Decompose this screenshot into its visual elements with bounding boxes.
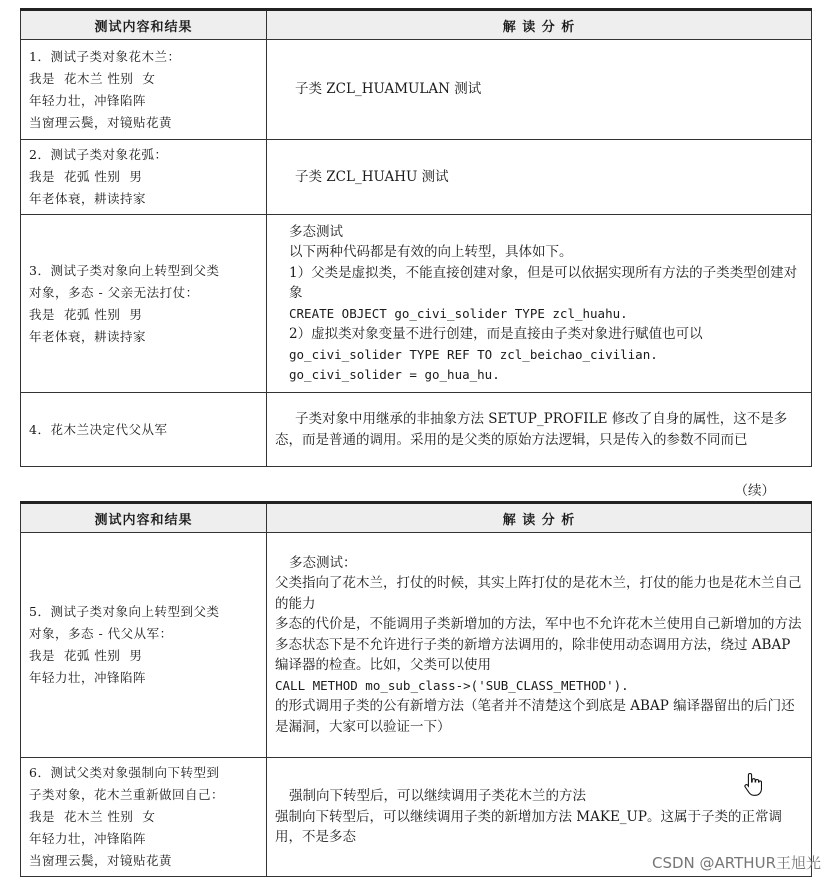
row3-code-line: CREATE OBJECT go_civi_solider TYPE zcl_huahu. — [289, 305, 628, 321]
header-test-content: 测试内容和结果 — [21, 10, 267, 40]
table-row — [21, 533, 812, 758]
row6-left-line: 年轻力壮，冲锋陷阵 — [29, 831, 147, 846]
row4-right-line: 子类对象中用继承的非抽象方法 SETUP_PROFILE 修改了自身的属性，这不是多态，而是普通的调用。采用的是父类的原始方法逻辑，只是传入的参数不同而已 — [275, 411, 788, 448]
row6-left-line: 当窗理云鬓，对镜贴花黄 — [29, 853, 173, 868]
row5-code-line: CALL METHOD mo_sub_class->('SUB_CLASS_METHOD'). — [275, 677, 629, 693]
row5-right-line: 多态测试： — [289, 554, 357, 571]
row2-left-line: 2．测试子类对象花弧： — [29, 147, 168, 162]
row5-right-line: 的形式调用子类的公有新增方法（笔者并不清楚这个到底是 ABAP 编译器留出的后门还是漏洞，大家可以验证一下） — [275, 698, 795, 735]
test-content-cell — [21, 533, 267, 758]
row6-left-line: 子类对象，花木兰重新做回自己： — [29, 787, 225, 802]
table-row — [21, 140, 812, 215]
row6-right-line: 强制向下转型后，可以继续调用子类花木兰的方法 — [289, 788, 586, 805]
row6-left-line: 我是 花木兰 性别 女 — [29, 809, 156, 824]
row1-left-line: 1．测试子类对象花木兰： — [29, 48, 181, 64]
row3-right-line: 多态测试 — [289, 223, 343, 240]
test-content-cell — [21, 393, 267, 467]
header-test-content: 测试内容和结果 — [21, 503, 267, 533]
row5-right-line: 多态状态下是不允许进行子类的新增方法调用的，除非使用动态调用方法，绕过 ABAP 编译器的检查。比如，父类可以使用 — [275, 636, 791, 674]
row5-right-line: 多态的代价是，不能调用子类新增加的方法，军中也不允许花木兰使用自己新增加的方法 — [275, 616, 802, 633]
row5-left-line: 5．测试子类对象向上转型到父类 — [29, 604, 220, 619]
row1-left-line: 当窗理云鬓，对镜贴花黄 — [29, 114, 173, 130]
test-content-cell — [21, 140, 267, 215]
hand-pointer-icon — [744, 772, 762, 796]
test-content-cell — [21, 758, 267, 877]
analysis-cell — [267, 533, 812, 758]
header-analysis: 解 读 分 析 — [267, 503, 812, 533]
row5-left-line: 年轻力壮，冲锋陷阵 — [29, 670, 147, 685]
row2-left-line: 年老体衰，耕读持家 — [29, 191, 147, 206]
analysis-table-1 — [20, 8, 812, 467]
row5-left-line: 我是 花弧 性别 男 — [29, 648, 143, 663]
table-row — [21, 215, 812, 393]
row3-right-line: 以下两种代码都是有效的向上转型，具体如下。 — [289, 244, 573, 260]
row2-left-line: 我是 花弧 性别 男 — [29, 169, 143, 184]
row2-right-line: 子类 ZCL_HUAHU 测试 — [295, 168, 449, 185]
row6-left-line: 6．测试父类对象强制向下转型到 — [29, 765, 220, 780]
row4-left-line: 4．花木兰决定代父从军 — [29, 421, 168, 437]
row5-left-line: 对象，多态 - 代父从军： — [29, 626, 173, 641]
analysis-cell — [267, 140, 812, 215]
table-row — [21, 393, 812, 467]
row3-code-line: go_civi_solider = go_hua_hu. — [289, 367, 500, 382]
row3-right-line: 1）父类是虚拟类，不能直接创建对象，但是可以依据实现所有方法的子类类型创建对象 — [289, 264, 798, 301]
row3-left-line: 对象，多态 - 父亲无法打仗： — [29, 284, 199, 300]
row5-right-line: 父类指向了花木兰，打仗的时候，其实上阵打仗的是花木兰，打仗的能力也是花木兰自己的能力 — [275, 575, 802, 612]
row3-left-line: 3．测试子类对象向上转型到父类 — [29, 262, 220, 278]
continued-label: （续） — [734, 483, 775, 499]
row3-left-line: 我是 花弧 性别 男 — [29, 306, 143, 322]
csdn-watermark: CSDN @ARTHUR王旭光 — [652, 854, 821, 872]
row1-right-line: 子类 ZCL_HUAMULAN 测试 — [295, 81, 482, 98]
table-row — [21, 40, 812, 140]
row1-left-line: 年轻力壮，冲锋陷阵 — [29, 92, 147, 108]
test-content-cell — [21, 215, 267, 393]
analysis-cell — [267, 40, 812, 140]
analysis-table-2 — [20, 501, 812, 877]
row3-left-line: 年老体衰，耕读持家 — [29, 328, 147, 344]
row3-code-line: go_civi_solider TYPE REF TO zcl_beichao_civilian. — [289, 346, 658, 362]
header-analysis: 解 读 分 析 — [267, 10, 812, 40]
row1-left-line: 我是 花木兰 性别 女 — [29, 70, 156, 86]
analysis-cell — [267, 393, 812, 467]
row6-right-line: 强制向下转型后，可以继续调用子类的新增加方法 MAKE_UP。这属于子类的正常调用，不是多态 — [275, 808, 783, 846]
analysis-cell — [267, 215, 812, 393]
test-content-cell — [21, 40, 267, 140]
row3-right-line: 2）虚拟类对象变量不进行创建，而是直接由子类对象进行赋值也可以 — [289, 326, 703, 342]
